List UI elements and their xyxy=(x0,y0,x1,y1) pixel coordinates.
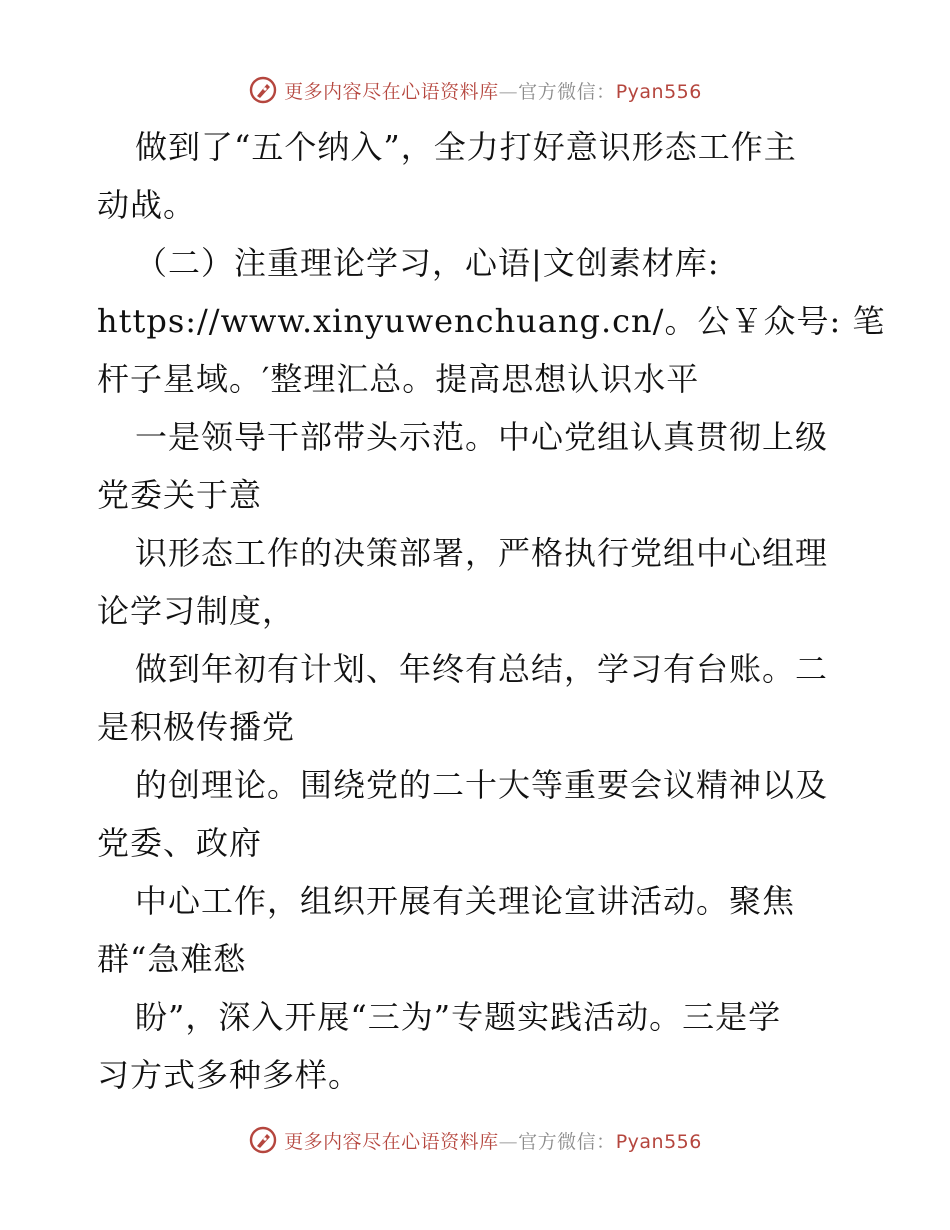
document-body xyxy=(97,118,886,1104)
paragraph-line: 的创理论。围绕党的二十大等重要会议精神以及 xyxy=(135,766,829,804)
paragraph-line: 论学习制度， xyxy=(97,592,296,630)
paragraph-line: 是积极传播党 xyxy=(97,708,296,746)
watermark-text: 更多内容尽在心语资料库—官方微信：Pyan556 xyxy=(284,1130,702,1153)
section-heading-line: （二）注重理论学习，心语|文创素材库: xyxy=(135,244,720,282)
paragraph-line: 一是领导干部带头示范。中心党组认真贯彻上级 xyxy=(135,418,829,456)
paragraph-line: 党委、政府 xyxy=(97,824,263,862)
watermark-text: 更多内容尽在心语资料库—官方微信：Pyan556 xyxy=(284,80,702,103)
header-watermark-banner xyxy=(0,70,950,110)
paragraph-line: 识形态工作的决策部署，严格执行党组中心组理 xyxy=(135,534,829,572)
paragraph-line: 做到年初有计划、年终有总结，学习有台账。二 xyxy=(135,650,829,688)
paragraph-line: 中心工作，组织开展有关理论宣讲活动。聚焦 xyxy=(135,882,796,920)
paragraph-line: 做到了“五个纳入”，全力打好意识形态工作主 xyxy=(135,128,797,166)
paragraph-line: 杆子星域。′整理汇总。提高思想认识水平 xyxy=(97,360,700,398)
paragraph-line: 习方式多种多样。 xyxy=(97,1056,362,1094)
paragraph-line: 盼”，深入开展“三为”专题实践活动。三是学 xyxy=(135,998,782,1036)
pen-nib-circle-icon xyxy=(248,75,278,105)
footer-watermark-banner xyxy=(0,1120,950,1160)
paragraph-line: 党委关于意 xyxy=(97,476,263,514)
paragraph-line: https://www.xinyuwenchuang.cn/。公￥众号: 笔 xyxy=(97,302,886,340)
pen-nib-circle-icon xyxy=(248,1125,278,1155)
paragraph-line: 群“急难愁 xyxy=(97,940,247,978)
paragraph-line: 动战。 xyxy=(97,186,197,224)
